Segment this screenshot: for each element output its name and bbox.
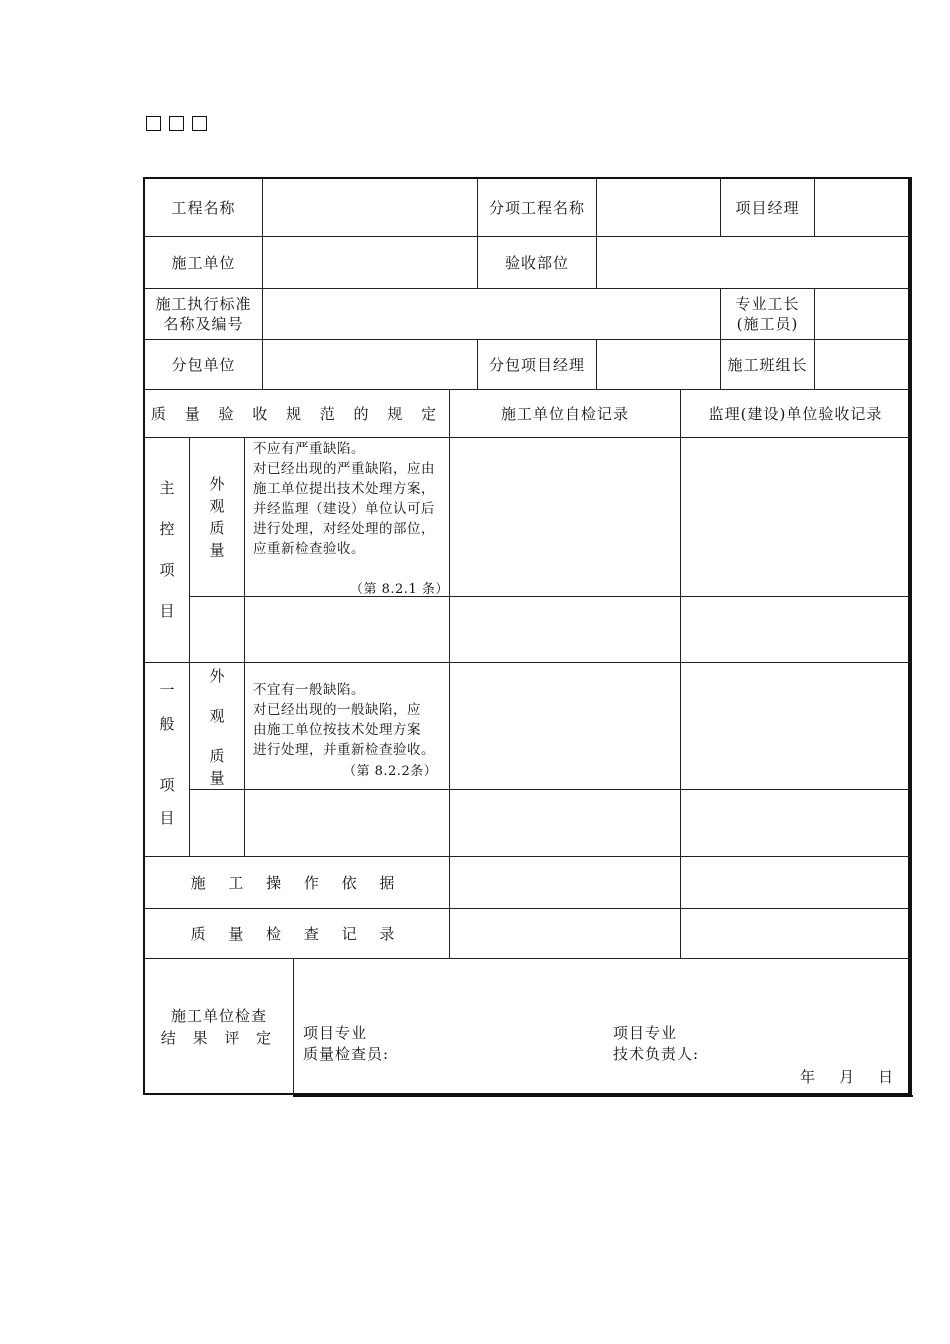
team-leader-label: 施工班组长 xyxy=(727,355,808,374)
foreman-label: 专业工长 (施工员) xyxy=(735,295,800,333)
basis-supervision-field[interactable] xyxy=(681,857,910,908)
basis-label: 施 工 操 作 依 据 xyxy=(190,873,404,892)
standard-label: 施工执行标准 名称及编号 xyxy=(155,295,252,333)
project-manager-label: 项目经理 xyxy=(735,198,800,217)
main-control-clause: （第 8.2.1 条） xyxy=(350,582,449,597)
team-leader-field[interactable] xyxy=(815,340,910,389)
main-control-group-label: 主 控 项 目 xyxy=(159,479,175,620)
general-requirement: 不宜有一般缺陷。 对已经出现的一般缺陷，应 由施工单位按技术处理方案 进行处理，并重新检查验收。 xyxy=(253,682,435,758)
project-manager-field[interactable] xyxy=(815,179,910,236)
record-supervision-field[interactable] xyxy=(681,909,910,958)
main-control-requirement: 不应有严重缺陷。 对已经出现的严重缺陷，应由 施工单位提出技术处理方案， 并经监理（建设）单位认可后 进行处理，对经处理的部位， 应重新检查验收。 xyxy=(253,441,435,557)
main-control-supervision-field[interactable] xyxy=(681,438,910,596)
sub-manager-label: 分包项目经理 xyxy=(488,355,585,374)
contractor-field[interactable] xyxy=(263,237,477,288)
subcontractor-label: 分包单位 xyxy=(171,355,236,374)
general-self-check-field[interactable] xyxy=(450,663,680,789)
spec-column-header: 质 量 验 收 规 范 的 规 定 xyxy=(150,404,444,423)
checkbox[interactable] xyxy=(169,116,184,131)
header-checkboxes xyxy=(146,116,207,131)
main-control-item-label: 外 观 质 量 xyxy=(209,475,225,559)
record-self-check-field[interactable] xyxy=(450,909,680,958)
technical-lead-signature: 项目专业 技术负责人: xyxy=(613,1024,700,1063)
basis-self-check-field[interactable] xyxy=(450,857,680,908)
checkbox[interactable] xyxy=(192,116,207,131)
checkbox[interactable] xyxy=(146,116,161,131)
foreman-field[interactable] xyxy=(815,289,910,339)
general-group-label: 一 般 项 目 xyxy=(159,681,175,827)
subitem-name-field[interactable] xyxy=(597,179,720,236)
general-item-label: 外 观 质 量 xyxy=(209,667,225,787)
project-name-field[interactable] xyxy=(263,179,477,236)
record-label: 质 量 检 查 记 录 xyxy=(190,924,404,943)
main-control-self-check-field[interactable] xyxy=(450,438,680,596)
evaluation-label: 施工单位检查 结 果 评 定 xyxy=(160,1007,278,1047)
evaluation-date: 年 月 日 xyxy=(800,1068,895,1086)
inspection-form-table xyxy=(143,177,910,1095)
quality-inspector-signature: 项目专业 质量检查员: xyxy=(303,1024,390,1063)
subitem-name-label: 分项工程名称 xyxy=(488,198,585,217)
self-check-column-header: 施工单位自检记录 xyxy=(500,404,629,423)
subcontractor-field[interactable] xyxy=(263,340,477,389)
inspection-part-label: 验收部位 xyxy=(504,253,569,272)
contractor-label: 施工单位 xyxy=(171,253,236,272)
standard-field[interactable] xyxy=(263,289,720,339)
sub-manager-field[interactable] xyxy=(597,340,720,389)
general-clause: （第 8.2.2条） xyxy=(343,764,438,779)
inspection-part-field[interactable] xyxy=(597,237,910,288)
general-supervision-field[interactable] xyxy=(681,663,910,789)
supervision-column-header: 监理(建设)单位验收记录 xyxy=(708,404,883,423)
project-name-label: 工程名称 xyxy=(171,198,236,217)
